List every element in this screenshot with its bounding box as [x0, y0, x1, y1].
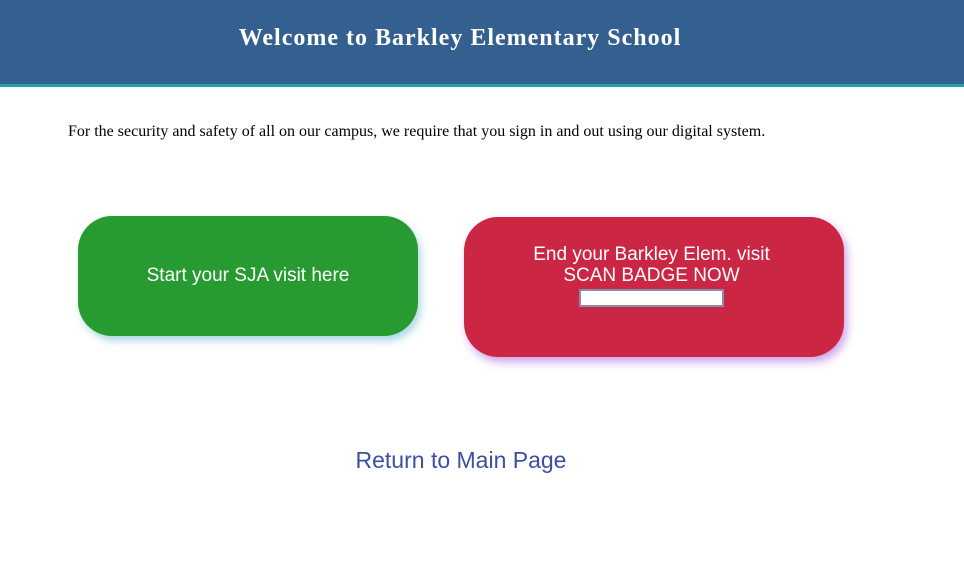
return-main-page-link[interactable]: Return to Main Page	[355, 447, 567, 473]
security-notice: For the security and safety of all on our campus, we require that you sign in and out using our digital system.	[68, 123, 766, 140]
scan-badge-label: SCAN BADGE NOW	[563, 265, 740, 286]
badge-scan-input[interactable]	[579, 289, 724, 307]
end-visit-button[interactable]	[464, 217, 844, 357]
header-banner	[0, 0, 964, 87]
page-title: Welcome to Barkley Elementary School	[238, 25, 682, 51]
end-visit-label: End your Barkley Elem. visit	[533, 244, 770, 265]
start-visit-label: Start your SJA visit here	[146, 265, 350, 286]
start-visit-button[interactable]	[78, 216, 418, 336]
